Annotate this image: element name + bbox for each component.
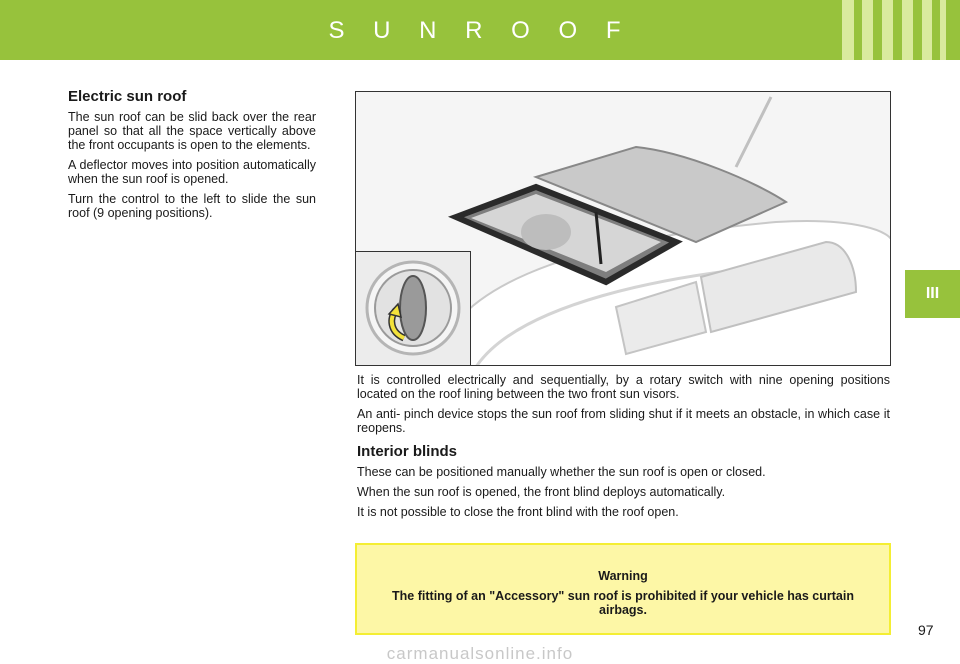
paragraph: When the sun roof is opened, the front blind deploys automatically. xyxy=(357,485,726,499)
warning-title: Warning xyxy=(598,569,648,583)
section-heading: Interior blinds xyxy=(357,443,458,460)
paragraph: The sun roof can be slid back over the rear panel so that all the space vertically above the front occupants is open to the elements. xyxy=(68,110,316,152)
page-number: 97 xyxy=(918,622,934,638)
paragraph: An anti- pinch device stops the sun roof from sliding shut if it meets an obstacle, in which case it reopens. xyxy=(357,407,890,435)
chapter-tab[interactable]: III xyxy=(905,270,960,318)
paragraph: It is not possible to close the front blind with the roof open. xyxy=(357,505,679,519)
paragraph: It is controlled electrically and sequentially, by a rotary switch with nine opening positions located on the roof lining between the two front sun visors. xyxy=(357,373,890,401)
warning-box xyxy=(355,543,891,635)
warning-text: The fitting of an "Accessory" sun roof is prohibited if your vehicle has curtain airbags. xyxy=(392,589,854,617)
right-column xyxy=(357,373,890,525)
page-header xyxy=(0,0,960,60)
paragraph: A deflector moves into position automatically when the sun roof is opened. xyxy=(68,158,316,186)
paragraph: Turn the control to the left to slide the sun roof (9 opening positions). xyxy=(68,192,316,220)
rotary-switch-inset xyxy=(355,251,471,366)
page-title: S U N R O O F xyxy=(328,17,632,44)
left-column xyxy=(68,90,316,226)
rotary-switch-drawing xyxy=(356,252,470,365)
paragraph: These can be positioned manually whether the sun roof is open or closed. xyxy=(357,465,766,479)
watermark: carmanualsonline.info xyxy=(386,644,574,663)
section-heading: Electric sun roof xyxy=(68,88,187,105)
